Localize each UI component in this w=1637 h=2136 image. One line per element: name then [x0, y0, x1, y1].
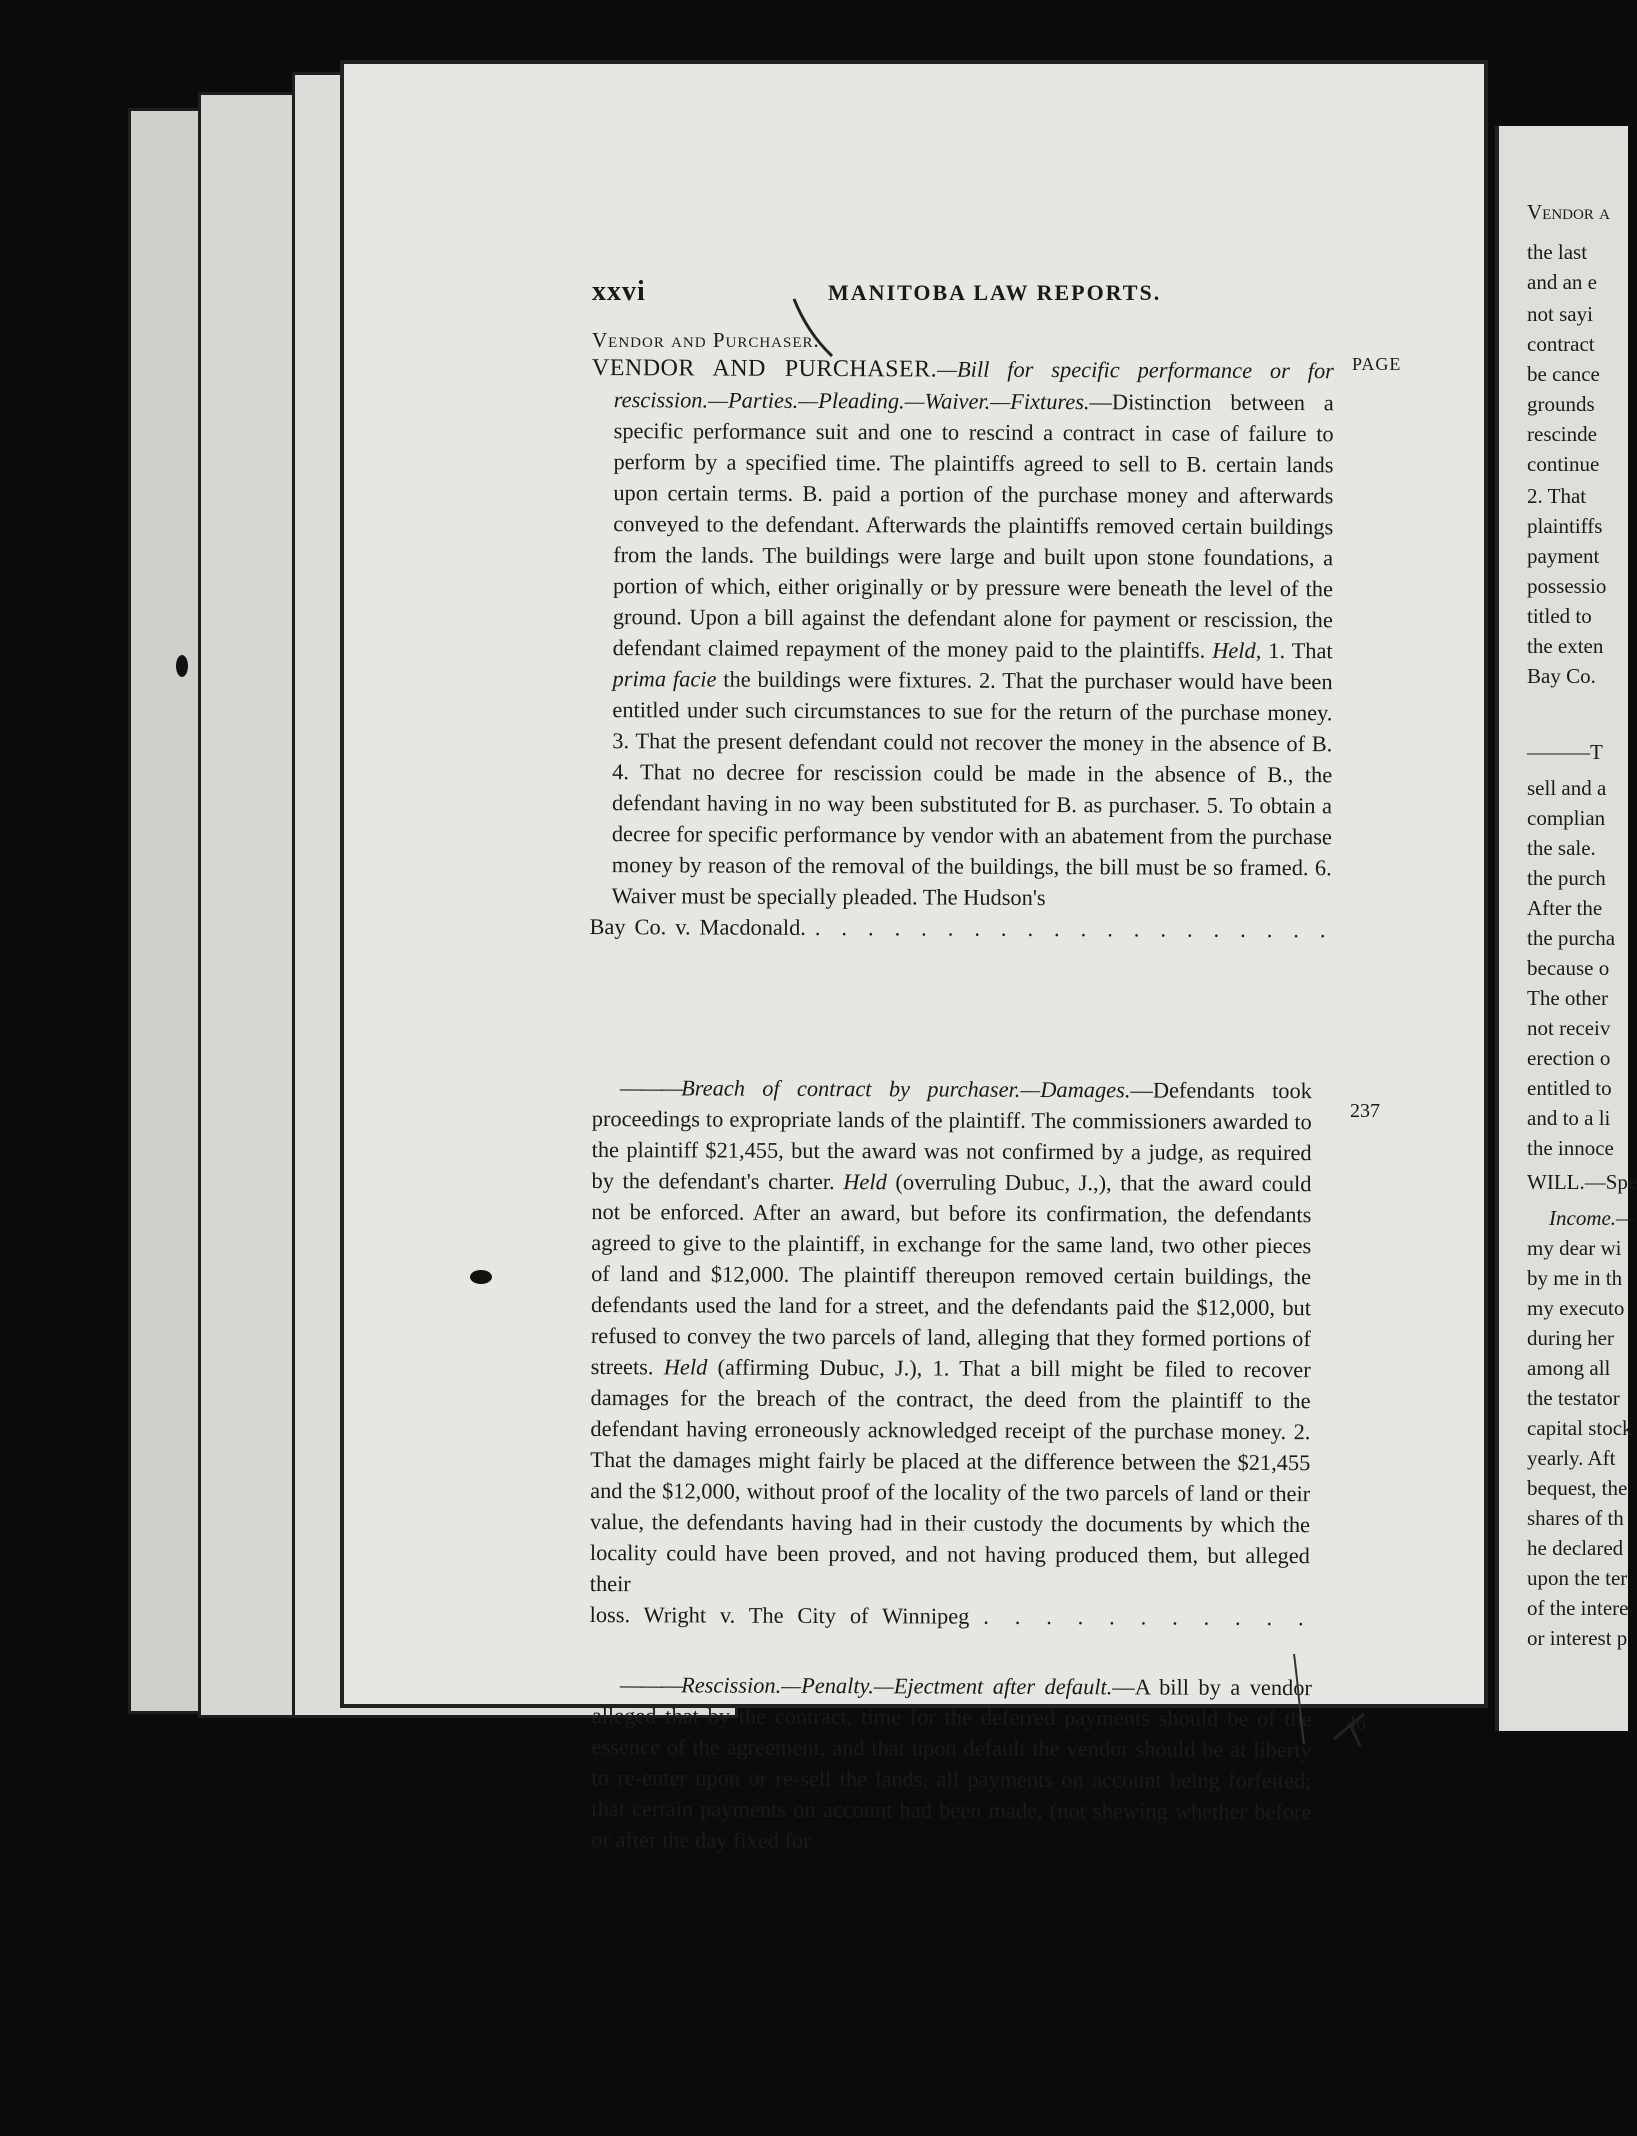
entry-text: (affirming Dubuc, J.), 1. That a bill might be filed to recover damages for the breach of the contract, the deed from the plaintiff to the defendant having erroneously acknowledged receipt of the purchase money. 2. That the damages might fairly be placed at the difference between the $21,455 and the $12,000, without proof of the locality of the two parcels of land or their value, the defendants having had in their custody the documents by which the locality could have been proved, and not having produced them, but alleged their [589, 1354, 1311, 1597]
entry-rescission [591, 1669, 1312, 1858]
pen-mark-bottom [1264, 1644, 1384, 1764]
facing-page-line: Vendor a [1527, 200, 1610, 224]
facing-page-line: the testator [1527, 1386, 1620, 1410]
held-label: Held [843, 1169, 887, 1195]
entry-text: —A bill by a vendor alleged that by the contract, time for the deferred payments should be of the essence of the agreement, and that upon default the vendor should be at liberty to re-enter upon or re-sell the lands, all payments on account being forfeited; that certain payments on account had been made, (not shewing whether before or after the day fixed for [591, 1674, 1312, 1853]
facing-page-line: WILL.—Spe [1527, 1170, 1637, 1194]
entry-subhead: —Bill for specific performance or for rescission.—Parties.—Pleading.—Waiver.—Fixtures. [613, 356, 1334, 415]
facing-page [1495, 126, 1637, 1731]
facing-page-line: After the [1527, 896, 1603, 920]
facing-page-line: of the intere [1527, 1596, 1629, 1620]
entry-text: —Defendants took proceedings to expropriate lands of the plaintiff. The commissioners awarded to the plaintiff $21,455, but the award was not confirmed by a judge, as required by the defendant's charter. [591, 1077, 1312, 1195]
page-numeral: xxvi [592, 276, 646, 307]
em-dash-lead: ——— [619, 1672, 682, 1698]
facing-page-line: during her [1527, 1326, 1614, 1350]
facing-page-line: upon the ter [1527, 1566, 1628, 1590]
facing-page-line: the exten [1527, 634, 1604, 658]
case-citation-line [590, 1599, 1310, 1633]
case-name: loss. Wright v. The City of Winnipeg [589, 1601, 970, 1629]
facing-page-line: Bay Co. [1527, 664, 1596, 688]
facing-page-line: Income.— [1549, 1206, 1635, 1230]
main-page [340, 60, 1488, 1853]
facing-page-line: the purcha [1527, 926, 1616, 950]
entry-breach-of-contract [590, 1072, 1312, 1633]
facing-page-line: erection o [1527, 1046, 1611, 1070]
facing-page-line: ———T [1527, 740, 1603, 764]
facing-page-line: bequest, the [1527, 1476, 1628, 1500]
pen-mark-header [784, 294, 844, 364]
facing-page-line: the sale. [1527, 836, 1596, 860]
page-header [344, 276, 1484, 316]
facing-page-line: grounds [1527, 392, 1595, 416]
facing-page-line: titled to [1527, 604, 1592, 628]
facing-page-line: capital stock [1527, 1416, 1633, 1440]
entry-heading: VENDOR AND PURCHASER. [591, 354, 938, 383]
ink-smudge [176, 655, 188, 677]
page-column-label: PAGE [1352, 354, 1402, 374]
facing-page-line: or interest p [1527, 1626, 1628, 1650]
facing-page-line: yearly. Aft [1527, 1446, 1616, 1470]
facing-page-line: he declared [1527, 1536, 1624, 1560]
entry-subhead: Breach of contract by purchaser.—Damages. [681, 1075, 1131, 1103]
page-reference: 46 [1346, 1712, 1366, 1734]
facing-page-line: and to a li [1527, 1106, 1611, 1130]
facing-page-line: the innoce [1527, 1136, 1614, 1160]
facing-page-line: sell and a [1527, 776, 1607, 800]
entry-subhead: Rescission.—Penalty.—Ejectment after default. [681, 1672, 1113, 1700]
dot-leader: . . . . . . . . . . . [983, 1603, 1310, 1631]
facing-page-line: 2. That [1527, 484, 1587, 508]
facing-page-line: the last [1527, 240, 1588, 264]
running-title: MANITOBA LAW REPORTS. [828, 280, 1162, 305]
facing-page-line: among all [1527, 1356, 1611, 1380]
facing-page-line: continue [1527, 452, 1600, 476]
facing-page-line: and an e [1527, 270, 1597, 294]
ink-smudge [470, 1270, 492, 1284]
entry-text: (overruling Dubuc, J.,), that the award could not be enforced. After an award, but before its confirmation, the defendants agreed to give to the plaintiff, in exchange for the same land, two other pieces of land and $12,000. The plaintiff thereupon removed certain buildings, the defendants used the land for a street, and the defendants paid the $12,000, but refused to convey the two parcels of land, alleging that they formed portions of streets. [590, 1169, 1312, 1380]
case-name: Bay Co. v. Macdonald. [589, 913, 806, 940]
case-citation-line [589, 911, 1332, 945]
facing-page-line: contract [1527, 332, 1595, 356]
facing-page-line: shares of th [1527, 1506, 1624, 1530]
entry-text: —Distinction between a specific performance suit and one to rescind a contract in case of failure to perform by a specified time. The plaintiffs agreed to sell to B. certain lands upon certain terms. B. paid a portion of the purchase money and afterwards conveyed to the defendant. Afterwards the plaintiffs removed certain buildings from the lands. The buildings were large and built upon stone foundations, a portion of which, either originally or by pressure were beneath the level of the ground. Upon a bill against the defendant alone for payment or rescission, the defendant claimed repayment of the money paid to the plaintiffs. [612, 389, 1334, 663]
facing-page-line: because o [1527, 956, 1610, 980]
entry-body [590, 1072, 1312, 1602]
facing-page-line: complian [1527, 806, 1606, 830]
facing-page-line: the purch [1527, 866, 1606, 890]
held-label: Held, [1212, 637, 1262, 663]
entry-text: 1. That [1268, 637, 1333, 664]
facing-page-line: my executo [1527, 1296, 1625, 1320]
facing-page-line: plaintiffs [1527, 514, 1603, 538]
facing-page-line: rescinde [1527, 422, 1597, 446]
facing-page-line: not receiv [1527, 1016, 1611, 1040]
facing-page-line: my dear wi [1527, 1236, 1622, 1260]
facing-page-line: payment [1527, 544, 1600, 568]
entry-vendor-and-purchaser [589, 352, 1334, 945]
facing-page-line: entitled to [1527, 1076, 1612, 1100]
facing-page-line: by me in th [1527, 1266, 1623, 1290]
held-label: Held [663, 1354, 708, 1380]
entry-body [591, 1669, 1312, 1858]
section-label: Vendor and Purchaser. [592, 328, 820, 352]
facing-page-line: be cance [1527, 362, 1600, 386]
facing-page-line: possessio [1527, 574, 1607, 598]
page-reference: 237 [1350, 1100, 1380, 1122]
em-dash-lead: ——— [619, 1075, 682, 1101]
entry-text: the buildings were fixtures. 2. That the purchaser would have been entitled under such circumstances to sue for the return of the purchase money. 3. That the present defendant could not recover the money in the absence of B. 4. That no decree for rescission could be made in the absence of B., the defendant having in no way been substituted for B. as purchaser. 5. To obtain a decree for specific performance by vendor with an abatement from the purchase money by reason of the removal of the buildings, the bill must be so framed. 6. Waiver must be specially pleaded. The Hudson's [611, 666, 1333, 910]
latin-phrase: prima facie [612, 666, 717, 692]
dot-leader: . . . . . . . . . . . . . . . . . . . . [814, 914, 1332, 943]
facing-page-line: The other [1527, 986, 1609, 1010]
facing-page-line: not sayi [1527, 302, 1593, 326]
